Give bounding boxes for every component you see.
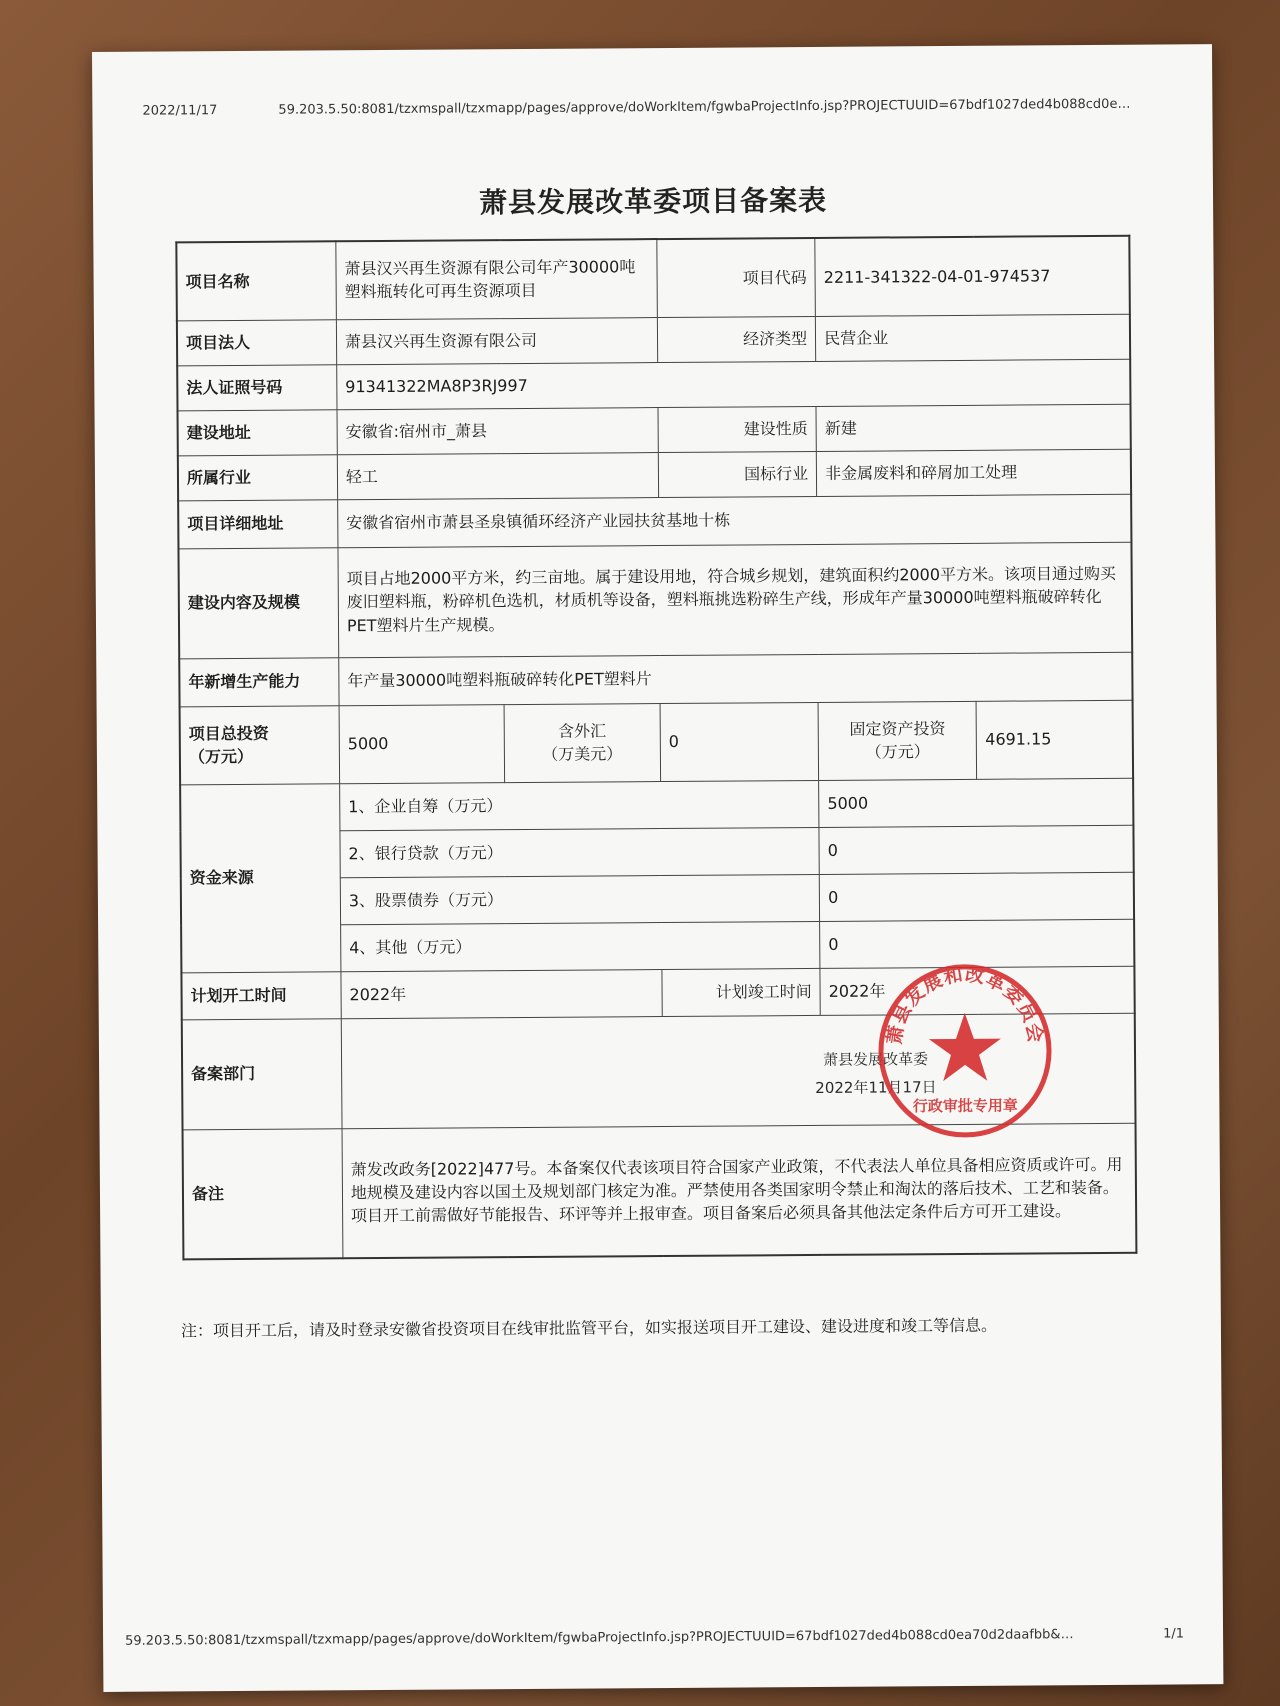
print-url-footer: 59.203.5.50:8081/tzxmspall/tzxmapp/pages/approve/doWorkItem/fgwbaProjectInfo.jsp?PROJECTUUID=67bdf1027ded4b088cd0ea70d2daafbb&…	[125, 1627, 1074, 1649]
econ-type-label: 经济类型	[657, 316, 816, 362]
legal-person-value: 萧县汉兴再生资源有限公司	[336, 317, 657, 364]
industry-label: 所属行业	[178, 454, 338, 500]
fund-source-3-label: 3、股票债券（万元）	[340, 874, 820, 924]
nature-label: 建设性质	[658, 406, 817, 452]
invest-value: 5000	[339, 704, 504, 783]
fund-label: 资金来源	[180, 783, 341, 972]
project-name-label: 项目名称	[176, 241, 336, 320]
fund-source-4-label: 4、其他（万元）	[340, 921, 820, 971]
end-label: 计划竣工时间	[662, 968, 821, 1016]
page-number: 1/1	[1163, 1626, 1185, 1642]
document-title: 萧县发展改革委项目备案表	[478, 183, 828, 220]
remarks-value: 萧发改政务[2022]477号。本备案仅代表该项目符合国家产业政策，不代表法人单位具备相应资质或许可。用地规模及建设内容以国土及规划部门核定为准。严禁使用各类国家明令禁止和淘汰的落后技术、工艺和装备。项目开工前需做好节能报告、环评等并上报审查。项目备案后必须具备其他法定条件后方可开工建设。	[342, 1123, 1136, 1259]
seal-star-icon	[929, 1013, 1001, 1082]
content-label: 建设内容及规模	[178, 547, 338, 658]
site-value: 安徽省:宿州市_萧县	[337, 407, 658, 454]
footnote: 注：项目开工后，请及时登录安徽省投资项目在线审批监管平台，如实报送项目开工建设、建设进度和竣工等信息。	[180, 1315, 997, 1341]
fund-source-3-value: 0	[819, 872, 1134, 921]
license-label: 法人证照号码	[177, 364, 337, 410]
capacity-label: 年新增生产能力	[179, 657, 339, 706]
fund-source-2-label: 2、银行贷款（万元）	[340, 827, 820, 877]
invest-label-line1: 项目总投资	[188, 723, 269, 744]
document-page	[92, 44, 1223, 1692]
invest-label	[180, 705, 340, 784]
fund-source-1-label: 1、企业自筹（万元）	[340, 780, 820, 830]
remarks-label: 备注	[183, 1128, 343, 1259]
fixed-label-line2: （万元）	[865, 742, 930, 762]
start-label: 计划开工时间	[181, 971, 341, 1019]
project-code-value: 2211-341322-04-01-974537	[815, 236, 1130, 316]
capacity-value: 年产量30000吨塑料瓶破碎转化PET塑料片	[339, 652, 1133, 706]
start-value: 2022年	[341, 969, 662, 1018]
fixed-label	[818, 701, 977, 780]
print-url-header: 59.203.5.50:8081/tzxmspall/tzxmapp/pages/approve/doWorkItem/fgwbaProjectInfo.jsp?PROJECTUUID=67bdf1027ded4b088cd0e…	[278, 96, 1131, 118]
forex-label	[504, 703, 661, 782]
forex-label-line2: （万美元）	[542, 744, 623, 764]
legal-person-label: 项目法人	[177, 319, 337, 365]
fixed-label-line1: 固定资产投资	[849, 718, 946, 739]
seal-ring-text: 萧县发展和改革委员会	[883, 963, 1047, 1046]
forex-label-line1: 含外汇	[558, 721, 607, 741]
content-value: 项目占地2000平方米，约三亩地。属于建设用地，符合城乡规划，建筑面积约2000平方米。该项目通过购买废旧塑料瓶，粉碎机色选机，材质机等设备，塑料瓶挑选粉碎生产线，形成年产量30000吨塑料瓶破碎转化PET塑料片生产规模。	[338, 542, 1132, 658]
license-value: 91341322MA8P3RJ997	[337, 359, 1131, 410]
fixed-value: 4691.15	[976, 700, 1133, 779]
intl-industry-label: 国标行业	[658, 451, 817, 497]
site-label: 建设地址	[178, 409, 338, 455]
dept-stamp-name: 萧县发展改革委	[822, 1050, 929, 1069]
fund-source-1-value: 5000	[819, 778, 1134, 827]
project-name-value: 萧县汉兴再生资源有限公司年产30000吨塑料瓶转化可再生资源项目	[336, 239, 658, 319]
end-value: 2022年	[820, 966, 1135, 1015]
econ-type-value: 民营企业	[816, 314, 1131, 361]
dept-label: 备案部门	[182, 1018, 342, 1129]
address-label: 项目详细地址	[178, 499, 338, 548]
seal-bottom-text: 行政审批专用章	[912, 1096, 1018, 1116]
nature-value: 新建	[816, 404, 1131, 451]
fund-source-4-value: 0	[820, 919, 1135, 968]
invest-label-line2: （万元）	[188, 746, 254, 767]
official-seal	[874, 960, 1055, 1141]
dept-stamp-date: 2022年11月17日	[815, 1078, 937, 1097]
print-date: 2022/11/17	[142, 103, 218, 119]
project-code-label: 项目代码	[657, 238, 816, 317]
intl-industry-value: 非金属废料和碎屑加工处理	[816, 449, 1131, 496]
fund-source-2-value: 0	[819, 825, 1134, 874]
industry-value: 轻工	[337, 452, 658, 499]
address-value: 安徽省宿州市萧县圣泉镇循环经济产业园扶贫基地十栋	[338, 494, 1132, 548]
forex-value: 0	[660, 702, 819, 781]
